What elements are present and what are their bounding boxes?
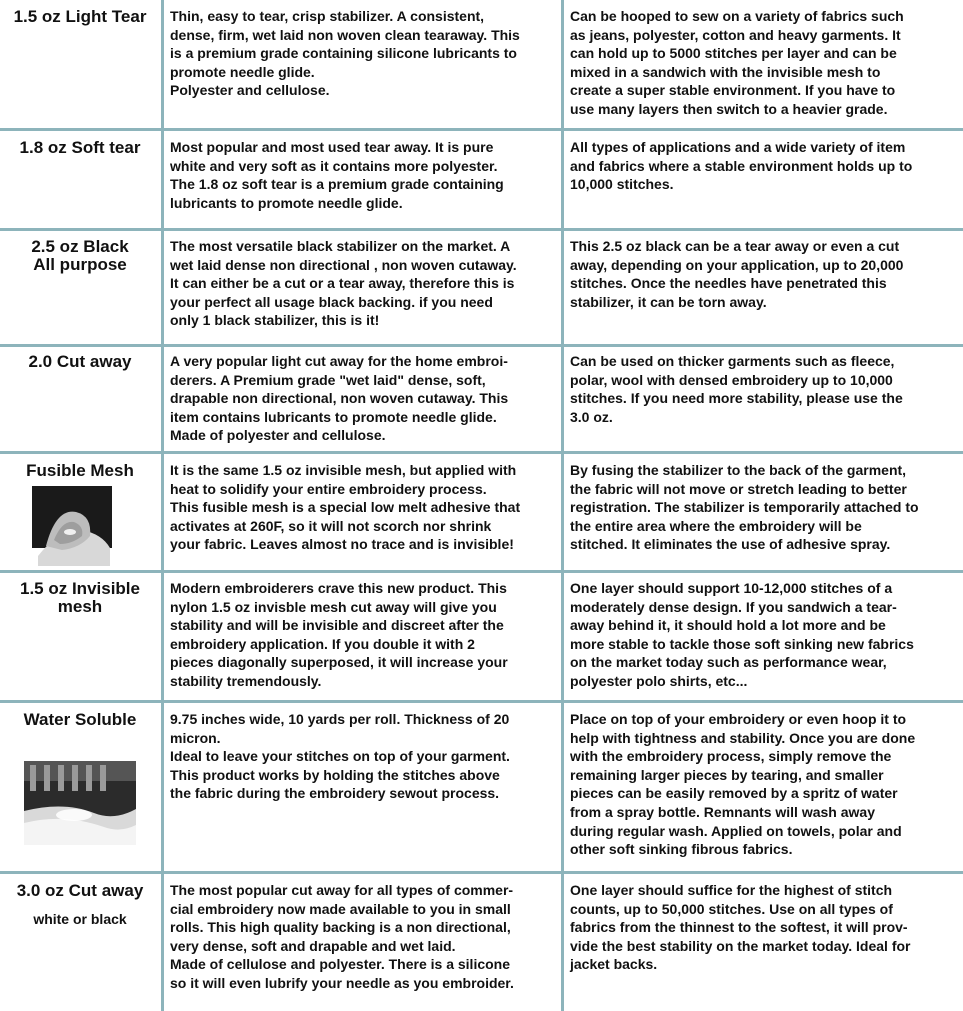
product-usage: This 2.5 oz black can be a tear away or even a cut away, depending on your application, up to 20,000 stitches. Once the needles have penetrated this stabilizer, it can be torn away. [570,238,904,310]
product-usage: Can be hooped to sew on a variety of fabrics such as jeans, polyester, cotton and heavy garments. It can hold up to 5000 stitches per layer and can be mixed in a sandwich with the invisible mesh to create a super stable environment. If you have to use many layers then switch to a heavier grade. [570,8,904,117]
table-row [0,703,963,871]
table-row [0,874,963,1011]
fusible-mesh-photo [32,486,112,566]
table-row [0,454,963,570]
table-row [0,347,963,451]
product-description: 9.75 inches wide, 10 yards per roll. Thickness of 20 micron. Ideal to leave your stitches on top of your garment. This product works by holding the stitches above the fabric during the embroidery sewout process. [170,711,510,802]
product-description: Most popular and most used tear away. It is pure white and very soft as it contains more polyester. The 1.8 oz soft tear is a premium grade containing lubricants to promote needle glide. [170,139,504,211]
product-name: 1.5 oz Invisible mesh [20,579,140,616]
product-name-main: 3.0 oz Cut away [16,881,144,900]
product-name: 2.0 Cut away [28,352,132,371]
product-name-sub: white or black [33,911,127,927]
product-usage: One layer should suffice for the highest of stitch counts, up to 50,000 stitches. Use on all types of fabrics from the thinnest to the softest, it will prov- vide the best stability on the market today. Ideal for jacket backs. [570,882,911,973]
product-description: Modern embroiderers crave this new product. This nylon 1.5 oz invisble mesh cut away will give you stability and will be invisible and discreet after the embroidery application. If you double it with 2 pieces diagonally superposed, it will increase your stability tremendously. [170,580,508,689]
product-name: 2.5 oz Black All purpose [31,237,129,274]
product-description: It is the same 1.5 oz invisible mesh, but applied with heat to solidify your entire embroidery process. This fusible mesh is a special low melt adhesive that activates at 260F, so it will not scorch nor shrink your fabric. Leaves almost no trace and is invisible! [170,462,521,553]
table-row [0,573,963,700]
table-row [0,231,963,344]
product-name: 1.5 oz Light Tear [13,7,147,26]
product-name: 1.8 oz Soft tear [19,138,141,157]
product-name: Water Soluble [23,710,137,729]
water-soluble-photo [24,761,136,845]
table-row [0,0,963,128]
product-name: Fusible Mesh [26,461,134,480]
table-row [0,131,963,228]
product-description: A very popular light cut away for the home embroi- derers. A Premium grade "wet laid" dense, soft, drapable non directional, non woven cutaway. This item contains lubricants to promote needle glide. Made of polyester and cellulose. [170,353,509,444]
product-usage: Place on top of your embroidery or even hoop it to help with tightness and stability. Once you are done with the embroidery process, simply remove the remaining larger pieces by tearing, and smaller pieces can be easily removed by a spritz of water from a spray bottle. Remnants will wash away during regular wash. Applied on towels, polar and other soft sinking fibrous fabrics. [570,711,916,858]
product-description: The most versatile black stabilizer on the market. A wet laid dense non directional , non woven cutaway. It can either be a cut or a tear away, therefore this is your perfect all usage black backing. if you need only 1 black stabilizer, this is it! [170,238,517,329]
product-usage: By fusing the stabilizer to the back of the garment, the fabric will not move or stretch leading to better registration. The stabilizer is temporarily attached to the entire area where the embroidery will be stitched. It eliminates the use of adhesive spray. [570,462,919,553]
product-usage: One layer should support 10-12,000 stitches of a moderately dense design. If you sandwich a tear- away behind it, it should hold a lot more and be more stable to tackle those soft sinking new fabrics on the market today such as performance wear, polyester polo shirts, etc... [570,580,914,689]
product-usage: Can be used on thicker garments such as fleece, polar, wool with densed embroidery up to 10,000 stitches. If you need more stability, please use the 3.0 oz. [570,353,903,425]
product-description: The most popular cut away for all types of commer- cial embroidery now made available to you in small rolls. This high quality backing is a non directional, very dense, soft and drapable and wet laid. Made of cellulose and polyester. There is a silicone so it will even lubrify your needle as you embroider. [170,882,514,991]
product-description: Thin, easy to tear, crisp stabilizer. A consistent, dense, firm, wet laid non woven clean tearaway. This is a premium grade containing silicone lubricants to promote needle glide. Polyester and cellulose. [170,8,520,99]
product-name [0,882,160,928]
product-usage: All types of applications and a wide variety of item and fabrics where a stable environment holds up to 10,000 stitches. [570,139,913,193]
